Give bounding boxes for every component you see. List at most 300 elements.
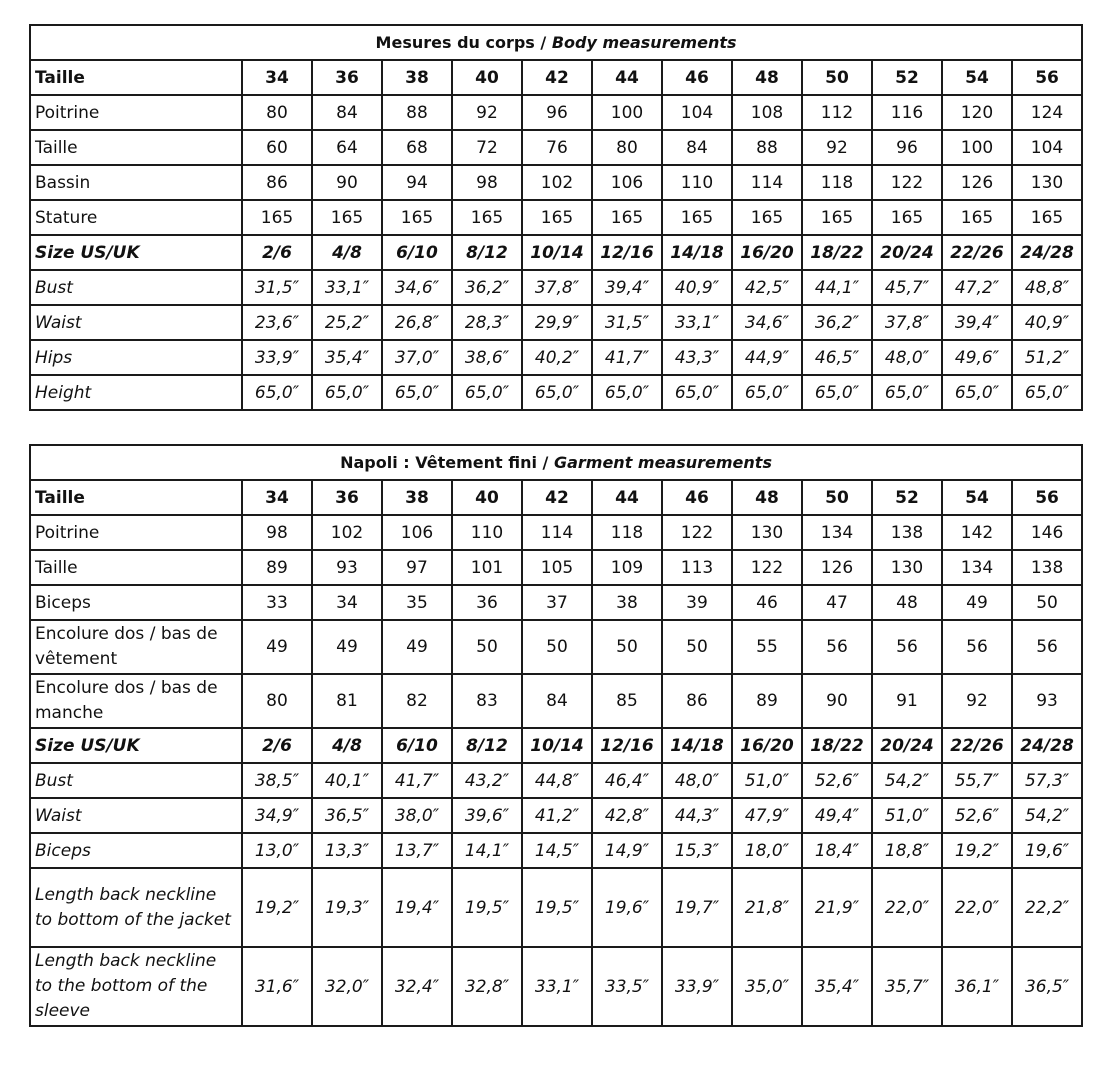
row-label: Height [30, 375, 242, 410]
table-cell: 112 [802, 95, 872, 130]
table-cell: 19,5″ [452, 868, 522, 947]
table-cell: 36,5″ [1012, 947, 1082, 1026]
table-cell: 52,6″ [802, 763, 872, 798]
table-cell: 42,8″ [592, 798, 662, 833]
table-cell: 118 [592, 515, 662, 550]
table-cell: 65,0″ [382, 375, 452, 410]
table-cell: 24/28 [1012, 235, 1082, 270]
table-cell: 100 [942, 130, 1012, 165]
table-cell: 35 [382, 585, 452, 620]
table-cell: 134 [942, 550, 1012, 585]
table-cell: 80 [242, 95, 312, 130]
table-cell: 14/18 [662, 728, 732, 763]
table-cell: 165 [592, 200, 662, 235]
table-cell: 19,6″ [592, 868, 662, 947]
table-cell: 89 [732, 674, 802, 728]
table-cell: 124 [1012, 95, 1082, 130]
table-cell: 146 [1012, 515, 1082, 550]
table-cell: 76 [522, 130, 592, 165]
table-cell: 21,9″ [802, 868, 872, 947]
table-cell: 35,4″ [802, 947, 872, 1026]
table-cell: 18,8″ [872, 833, 942, 868]
title-en: Garment measurements [553, 453, 772, 472]
table-cell: 42,5″ [732, 270, 802, 305]
row-label: Biceps [30, 833, 242, 868]
row-label: Encolure dos / bas de vêtement [30, 620, 242, 674]
table-cell: 44 [592, 480, 662, 515]
table-cell: 35,7″ [872, 947, 942, 1026]
table-cell: 26,8″ [382, 305, 452, 340]
table-cell: 46 [662, 60, 732, 95]
table-cell: 118 [802, 165, 872, 200]
table-cell: 33,1″ [662, 305, 732, 340]
table-cell: 108 [732, 95, 802, 130]
table-cell: 84 [312, 95, 382, 130]
table-cell: 116 [872, 95, 942, 130]
table-cell: 88 [382, 95, 452, 130]
table-row [30, 798, 1082, 833]
table-cell: 40 [452, 60, 522, 95]
table-cell: 110 [662, 165, 732, 200]
table-cell: 39,4″ [592, 270, 662, 305]
table-cell: 165 [872, 200, 942, 235]
table-cell: 19,7″ [662, 868, 732, 947]
table-cell: 65,0″ [522, 375, 592, 410]
table-cell: 104 [662, 95, 732, 130]
table-cell: 38 [382, 60, 452, 95]
table-cell: 134 [802, 515, 872, 550]
table-cell: 102 [312, 515, 382, 550]
table-cell: 4/8 [312, 235, 382, 270]
table-cell: 56 [942, 620, 1012, 674]
table-cell: 44 [592, 60, 662, 95]
table-cell: 105 [522, 550, 592, 585]
table-cell: 42 [522, 480, 592, 515]
table-cell: 19,2″ [942, 833, 1012, 868]
table-cell: 40,1″ [312, 763, 382, 798]
table-cell: 34,9″ [242, 798, 312, 833]
table-cell: 65,0″ [452, 375, 522, 410]
table-cell: 2/6 [242, 235, 312, 270]
row-label: Size US/UK [30, 235, 242, 270]
table-cell: 40,9″ [1012, 305, 1082, 340]
table-cell: 65,0″ [872, 375, 942, 410]
table-cell: 35,4″ [312, 340, 382, 375]
table-cell: 6/10 [382, 235, 452, 270]
table-cell: 138 [1012, 550, 1082, 585]
table-cell: 49 [382, 620, 452, 674]
table-cell: 126 [942, 165, 1012, 200]
table-cell: 93 [312, 550, 382, 585]
table-row [30, 480, 1082, 515]
table-cell: 6/10 [382, 728, 452, 763]
table-cell: 82 [382, 674, 452, 728]
table-cell: 86 [662, 674, 732, 728]
table-cell: 60 [242, 130, 312, 165]
table-row [30, 763, 1082, 798]
table-cell: 122 [872, 165, 942, 200]
table-cell: 34,6″ [732, 305, 802, 340]
table-cell: 20/24 [872, 235, 942, 270]
table-cell: 38,0″ [382, 798, 452, 833]
table-cell: 14,9″ [592, 833, 662, 868]
table-cell: 18/22 [802, 728, 872, 763]
table-cell: 91 [872, 674, 942, 728]
table-cell: 96 [872, 130, 942, 165]
table-title [30, 25, 1082, 60]
body-measurements-table [29, 24, 1083, 411]
table-cell: 49 [942, 585, 1012, 620]
table-cell: 44,1″ [802, 270, 872, 305]
table-cell: 49 [312, 620, 382, 674]
table-cell: 65,0″ [662, 375, 732, 410]
table-cell: 72 [452, 130, 522, 165]
table-cell: 19,4″ [382, 868, 452, 947]
table-cell: 39,6″ [452, 798, 522, 833]
table-cell: 114 [732, 165, 802, 200]
table-cell: 48,0″ [872, 340, 942, 375]
table-cell: 106 [592, 165, 662, 200]
table-cell: 13,0″ [242, 833, 312, 868]
table-cell: 47,2″ [942, 270, 1012, 305]
row-label: Length back neckline to the bottom of the sleeve [30, 947, 242, 1026]
table-cell: 83 [452, 674, 522, 728]
table-cell: 24/28 [1012, 728, 1082, 763]
table-cell: 14,5″ [522, 833, 592, 868]
table-cell: 43,3″ [662, 340, 732, 375]
table-cell: 39,4″ [942, 305, 1012, 340]
table-cell: 44,3″ [662, 798, 732, 833]
table-cell: 31,5″ [242, 270, 312, 305]
table-cell: 44,9″ [732, 340, 802, 375]
table-cell: 45,7″ [872, 270, 942, 305]
table-row [30, 728, 1082, 763]
table-cell: 50 [802, 480, 872, 515]
table-cell: 64 [312, 130, 382, 165]
table-cell: 38,6″ [452, 340, 522, 375]
table-cell: 46 [732, 585, 802, 620]
table-cell: 104 [1012, 130, 1082, 165]
table-cell: 90 [802, 674, 872, 728]
table-cell: 50 [802, 60, 872, 95]
table-cell: 55,7″ [942, 763, 1012, 798]
table-cell: 41,7″ [382, 763, 452, 798]
table-cell: 23,6″ [242, 305, 312, 340]
row-label: Waist [30, 305, 242, 340]
row-label: Stature [30, 200, 242, 235]
table-cell: 43,2″ [452, 763, 522, 798]
table-cell: 54 [942, 480, 1012, 515]
table-cell: 50 [592, 620, 662, 674]
table-cell: 36,2″ [452, 270, 522, 305]
table-cell: 54,2″ [872, 763, 942, 798]
table-cell: 98 [242, 515, 312, 550]
table-cell: 14/18 [662, 235, 732, 270]
table-cell: 10/14 [522, 728, 592, 763]
table-cell: 38 [382, 480, 452, 515]
table-cell: 40,2″ [522, 340, 592, 375]
table-cell: 37,0″ [382, 340, 452, 375]
table-row [30, 515, 1082, 550]
table-cell: 84 [522, 674, 592, 728]
table-cell: 36,1″ [942, 947, 1012, 1026]
table-cell: 113 [662, 550, 732, 585]
row-label: Poitrine [30, 515, 242, 550]
table-cell: 100 [592, 95, 662, 130]
table-cell: 92 [802, 130, 872, 165]
table-cell: 25,2″ [312, 305, 382, 340]
table-cell: 88 [732, 130, 802, 165]
row-label: Bassin [30, 165, 242, 200]
row-label: Bust [30, 270, 242, 305]
table-cell: 40,9″ [662, 270, 732, 305]
table-row [30, 305, 1082, 340]
table-cell: 130 [1012, 165, 1082, 200]
table-cell: 48,8″ [1012, 270, 1082, 305]
table-cell: 94 [382, 165, 452, 200]
row-label: Encolure dos / bas de manche [30, 674, 242, 728]
table-cell: 101 [452, 550, 522, 585]
table-cell: 68 [382, 130, 452, 165]
title-fr: Napoli : Vêtement fini / [340, 453, 554, 472]
table-cell: 18,0″ [732, 833, 802, 868]
table-cell: 80 [592, 130, 662, 165]
table-cell: 109 [592, 550, 662, 585]
table-cell: 37 [522, 585, 592, 620]
table-row [30, 340, 1082, 375]
table-cell: 29,9″ [522, 305, 592, 340]
table-cell: 47,9″ [732, 798, 802, 833]
table-cell: 56 [1012, 480, 1082, 515]
table-cell: 33 [242, 585, 312, 620]
table-cell: 65,0″ [242, 375, 312, 410]
table-cell: 165 [382, 200, 452, 235]
table-cell: 92 [942, 674, 1012, 728]
table-cell: 34 [312, 585, 382, 620]
table-cell: 50 [452, 620, 522, 674]
row-label: Waist [30, 798, 242, 833]
table-cell: 92 [452, 95, 522, 130]
table-cell: 38,5″ [242, 763, 312, 798]
table-cell: 32,4″ [382, 947, 452, 1026]
table-row [30, 550, 1082, 585]
table-cell: 8/12 [452, 235, 522, 270]
table-cell: 165 [1012, 200, 1082, 235]
table-cell: 15,3″ [662, 833, 732, 868]
title-fr: Mesures du corps / [375, 33, 552, 52]
table-cell: 50 [522, 620, 592, 674]
table-cell: 19,6″ [1012, 833, 1082, 868]
table-cell: 10/14 [522, 235, 592, 270]
table-cell: 41,2″ [522, 798, 592, 833]
row-label: Hips [30, 340, 242, 375]
table-cell: 122 [662, 515, 732, 550]
table-cell: 56 [1012, 60, 1082, 95]
table-cell: 39 [662, 585, 732, 620]
table-cell: 120 [942, 95, 1012, 130]
table-cell: 98 [452, 165, 522, 200]
table-cell: 56 [802, 620, 872, 674]
table-cell: 12/16 [592, 235, 662, 270]
table-row [30, 165, 1082, 200]
table-cell: 20/24 [872, 728, 942, 763]
table-cell: 97 [382, 550, 452, 585]
table-cell: 16/20 [732, 728, 802, 763]
row-label: Biceps [30, 585, 242, 620]
table-cell: 84 [662, 130, 732, 165]
table-cell: 114 [522, 515, 592, 550]
row-label: Poitrine [30, 95, 242, 130]
table-cell: 36 [312, 480, 382, 515]
table-cell: 36,5″ [312, 798, 382, 833]
table-cell: 18,4″ [802, 833, 872, 868]
table-cell: 51,0″ [732, 763, 802, 798]
table-cell: 42 [522, 60, 592, 95]
table-cell: 65,0″ [1012, 375, 1082, 410]
table-cell: 47 [802, 585, 872, 620]
table-cell: 19,2″ [242, 868, 312, 947]
table-row [30, 130, 1082, 165]
table-cell: 51,2″ [1012, 340, 1082, 375]
row-label: Taille [30, 550, 242, 585]
row-label: Length back neckline to bottom of the jacket [30, 868, 242, 947]
table-cell: 110 [452, 515, 522, 550]
table-cell: 165 [242, 200, 312, 235]
table-cell: 165 [452, 200, 522, 235]
table-cell: 37,8″ [522, 270, 592, 305]
table-cell: 65,0″ [942, 375, 1012, 410]
table-cell: 56 [1012, 620, 1082, 674]
table-cell: 48 [732, 60, 802, 95]
table-row [30, 585, 1082, 620]
table-cell: 52 [872, 60, 942, 95]
row-label: Taille [30, 130, 242, 165]
table-cell: 65,0″ [732, 375, 802, 410]
table-cell: 16/20 [732, 235, 802, 270]
row-label: Taille [30, 480, 242, 515]
garment-measurements-table [29, 444, 1083, 1027]
table-row [30, 674, 1082, 728]
table-cell: 33,9″ [242, 340, 312, 375]
table-cell: 44,8″ [522, 763, 592, 798]
table-cell: 130 [872, 550, 942, 585]
table-cell: 142 [942, 515, 1012, 550]
row-label: Taille [30, 60, 242, 95]
table-cell: 33,5″ [592, 947, 662, 1026]
table-cell: 18/22 [802, 235, 872, 270]
row-label: Bust [30, 763, 242, 798]
table-cell: 49,6″ [942, 340, 1012, 375]
table-row [30, 95, 1082, 130]
table-cell: 126 [802, 550, 872, 585]
table-cell: 46,5″ [802, 340, 872, 375]
table-cell: 33,9″ [662, 947, 732, 1026]
table-cell: 80 [242, 674, 312, 728]
table-row [30, 270, 1082, 305]
table-cell: 8/12 [452, 728, 522, 763]
table-cell: 21,8″ [732, 868, 802, 947]
table-row [30, 375, 1082, 410]
table-cell: 54 [942, 60, 1012, 95]
table-cell: 50 [662, 620, 732, 674]
table-cell: 165 [732, 200, 802, 235]
table-cell: 22/26 [942, 235, 1012, 270]
table-cell: 35,0″ [732, 947, 802, 1026]
row-label: Size US/UK [30, 728, 242, 763]
table-cell: 89 [242, 550, 312, 585]
table-cell: 93 [1012, 674, 1082, 728]
table-row [30, 200, 1082, 235]
table-cell: 46 [662, 480, 732, 515]
table-cell: 12/16 [592, 728, 662, 763]
table-cell: 36 [312, 60, 382, 95]
table-row [30, 947, 1082, 1026]
table-cell: 4/8 [312, 728, 382, 763]
table-cell: 13,3″ [312, 833, 382, 868]
table-row [30, 868, 1082, 947]
table-cell: 48 [872, 585, 942, 620]
table-cell: 19,3″ [312, 868, 382, 947]
table-cell: 65,0″ [592, 375, 662, 410]
table-cell: 49,4″ [802, 798, 872, 833]
table-cell: 2/6 [242, 728, 312, 763]
table-cell: 96 [522, 95, 592, 130]
title-en: Body measurements [551, 33, 737, 52]
table-title [30, 445, 1082, 480]
table-cell: 19,5″ [522, 868, 592, 947]
table-cell: 34 [242, 60, 312, 95]
table-cell: 65,0″ [312, 375, 382, 410]
table-cell: 14,1″ [452, 833, 522, 868]
table-cell: 22,2″ [1012, 868, 1082, 947]
table-row [30, 235, 1082, 270]
table-cell: 40 [452, 480, 522, 515]
table-cell: 22/26 [942, 728, 1012, 763]
table-cell: 54,2″ [1012, 798, 1082, 833]
table-cell: 32,8″ [452, 947, 522, 1026]
table-cell: 165 [942, 200, 1012, 235]
table-cell: 41,7″ [592, 340, 662, 375]
table-cell: 34,6″ [382, 270, 452, 305]
table-cell: 33,1″ [312, 270, 382, 305]
table-cell: 138 [872, 515, 942, 550]
table-cell: 49 [242, 620, 312, 674]
table-cell: 106 [382, 515, 452, 550]
table-cell: 38 [592, 585, 662, 620]
table-cell: 165 [522, 200, 592, 235]
table-cell: 31,5″ [592, 305, 662, 340]
table-cell: 90 [312, 165, 382, 200]
table-cell: 22,0″ [872, 868, 942, 947]
table-cell: 55 [732, 620, 802, 674]
table-cell: 48,0″ [662, 763, 732, 798]
table-cell: 51,0″ [872, 798, 942, 833]
table-cell: 32,0″ [312, 947, 382, 1026]
table-cell: 57,3″ [1012, 763, 1082, 798]
table-cell: 37,8″ [872, 305, 942, 340]
table-cell: 48 [732, 480, 802, 515]
table-cell: 165 [312, 200, 382, 235]
table-cell: 22,0″ [942, 868, 1012, 947]
table-cell: 102 [522, 165, 592, 200]
table-row [30, 60, 1082, 95]
table-cell: 81 [312, 674, 382, 728]
table-cell: 65,0″ [802, 375, 872, 410]
table-cell: 56 [872, 620, 942, 674]
table-cell: 36,2″ [802, 305, 872, 340]
table-row [30, 620, 1082, 674]
table-cell: 165 [662, 200, 732, 235]
